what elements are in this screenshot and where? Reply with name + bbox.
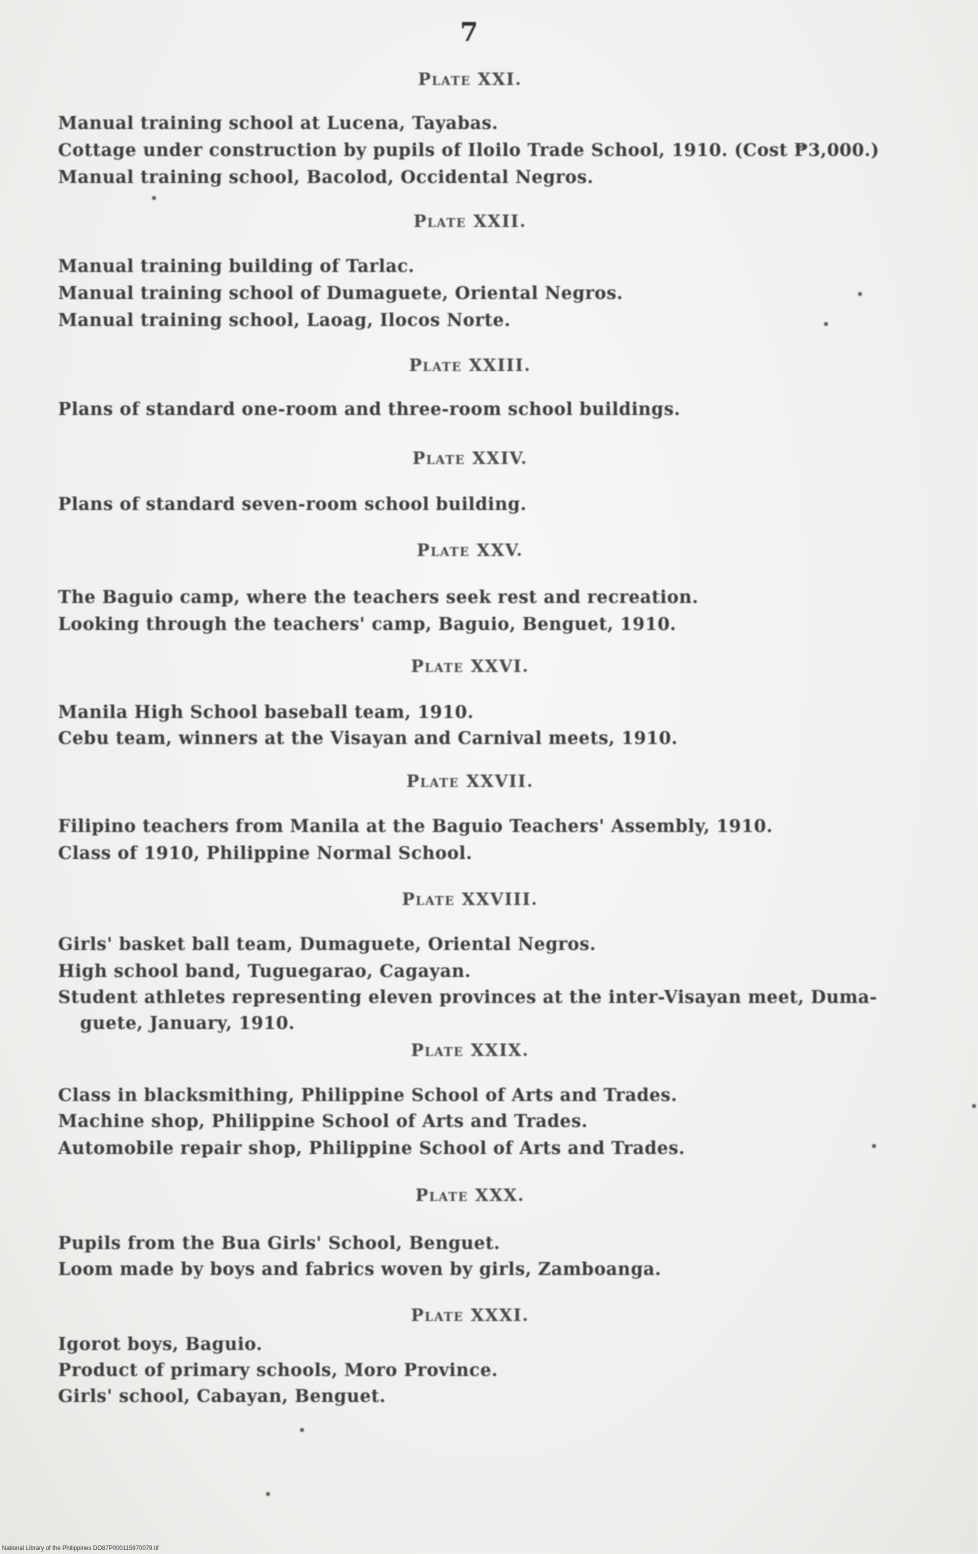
scan-footer: National Library of the Philippines DO87P000115970079.tif bbox=[2, 1546, 159, 1552]
caption-line: Girls' basket ball team, Dumaguete, Oriental Negros. bbox=[58, 935, 597, 955]
plate-heading: Plate XXVI. bbox=[410, 657, 530, 677]
caption-line: High school band, Tuguegarao, Cagayan. bbox=[58, 962, 472, 982]
caption-line: Filipino teachers from Manila at the Baguio Teachers' Assembly, 1910. bbox=[58, 817, 773, 837]
caption-line: Product of primary schools, Moro Province. bbox=[58, 1361, 498, 1381]
caption-line: Loom made by boys and fabrics woven by girls, Zamboanga. bbox=[58, 1260, 662, 1280]
plate-heading: Plate XXX. bbox=[415, 1186, 525, 1206]
caption-line: Class in blacksmithing, Philippine School of Arts and Trades. bbox=[58, 1086, 678, 1106]
caption-line: Class of 1910, Philippine Normal School. bbox=[58, 844, 473, 864]
plate-heading: Plate XXV. bbox=[416, 541, 524, 561]
caption-line: Automobile repair shop, Philippine School of Arts and Trades. bbox=[58, 1139, 685, 1159]
scan-speck bbox=[266, 1492, 270, 1496]
caption-line: Cottage under construction by pupils of Iloilo Trade School, 1910. (Cost ₱3,000.) bbox=[58, 141, 880, 161]
caption-line: Plans of standard seven-room school building. bbox=[58, 495, 527, 515]
caption-line: Machine shop, Philippine School of Arts and Trades. bbox=[58, 1112, 588, 1132]
caption-line-continuation: guete, January, 1910. bbox=[80, 1014, 295, 1034]
caption-line: Pupils from the Bua Girls' School, Benguet. bbox=[58, 1234, 501, 1254]
caption-line: Student athletes representing eleven provinces at the inter-Visayan meet, Duma- bbox=[58, 988, 878, 1008]
plate-heading: Plate XXVIII. bbox=[401, 890, 539, 910]
page-number: 7 bbox=[459, 18, 479, 48]
caption-line: Manila High School baseball team, 1910. bbox=[58, 703, 474, 723]
caption-line: Manual training school at Lucena, Tayabas. bbox=[58, 114, 499, 134]
plate-heading: Plate XXXI. bbox=[410, 1306, 530, 1326]
scan-speck bbox=[300, 1428, 304, 1432]
caption-line: Manual training building of Tarlac. bbox=[58, 257, 415, 277]
caption-line: Girls' school, Cabayan, Benguet. bbox=[58, 1387, 386, 1407]
scan-speck bbox=[824, 322, 828, 326]
scan-speck bbox=[152, 196, 156, 200]
scan-speck bbox=[972, 1104, 976, 1108]
plate-heading: Plate XXII. bbox=[413, 212, 527, 232]
plate-heading: Plate XXI. bbox=[417, 70, 523, 90]
caption-line: Manual training school, Bacolod, Occidental Negros. bbox=[58, 168, 594, 188]
plate-heading: Plate XXIV. bbox=[412, 449, 528, 469]
plate-heading: Plate XXVII. bbox=[406, 772, 534, 792]
caption-line: The Baguio camp, where the teachers seek rest and recreation. bbox=[58, 588, 699, 608]
caption-line: Looking through the teachers' camp, Baguio, Benguet, 1910. bbox=[58, 615, 677, 635]
caption-line: Manual training school of Dumaguete, Oriental Negros. bbox=[58, 284, 624, 304]
plate-heading: Plate XXIII. bbox=[408, 356, 532, 376]
scan-speck bbox=[858, 292, 862, 296]
caption-line: Plans of standard one-room and three-room school buildings. bbox=[58, 400, 681, 420]
plate-heading: Plate XXIX. bbox=[410, 1041, 530, 1061]
scan-speck bbox=[872, 1144, 876, 1148]
caption-line: Igorot boys, Baguio. bbox=[58, 1335, 263, 1355]
caption-line: Manual training school, Laoag, Ilocos Norte. bbox=[58, 311, 511, 331]
caption-line: Cebu team, winners at the Visayan and Carnival meets, 1910. bbox=[58, 729, 678, 749]
